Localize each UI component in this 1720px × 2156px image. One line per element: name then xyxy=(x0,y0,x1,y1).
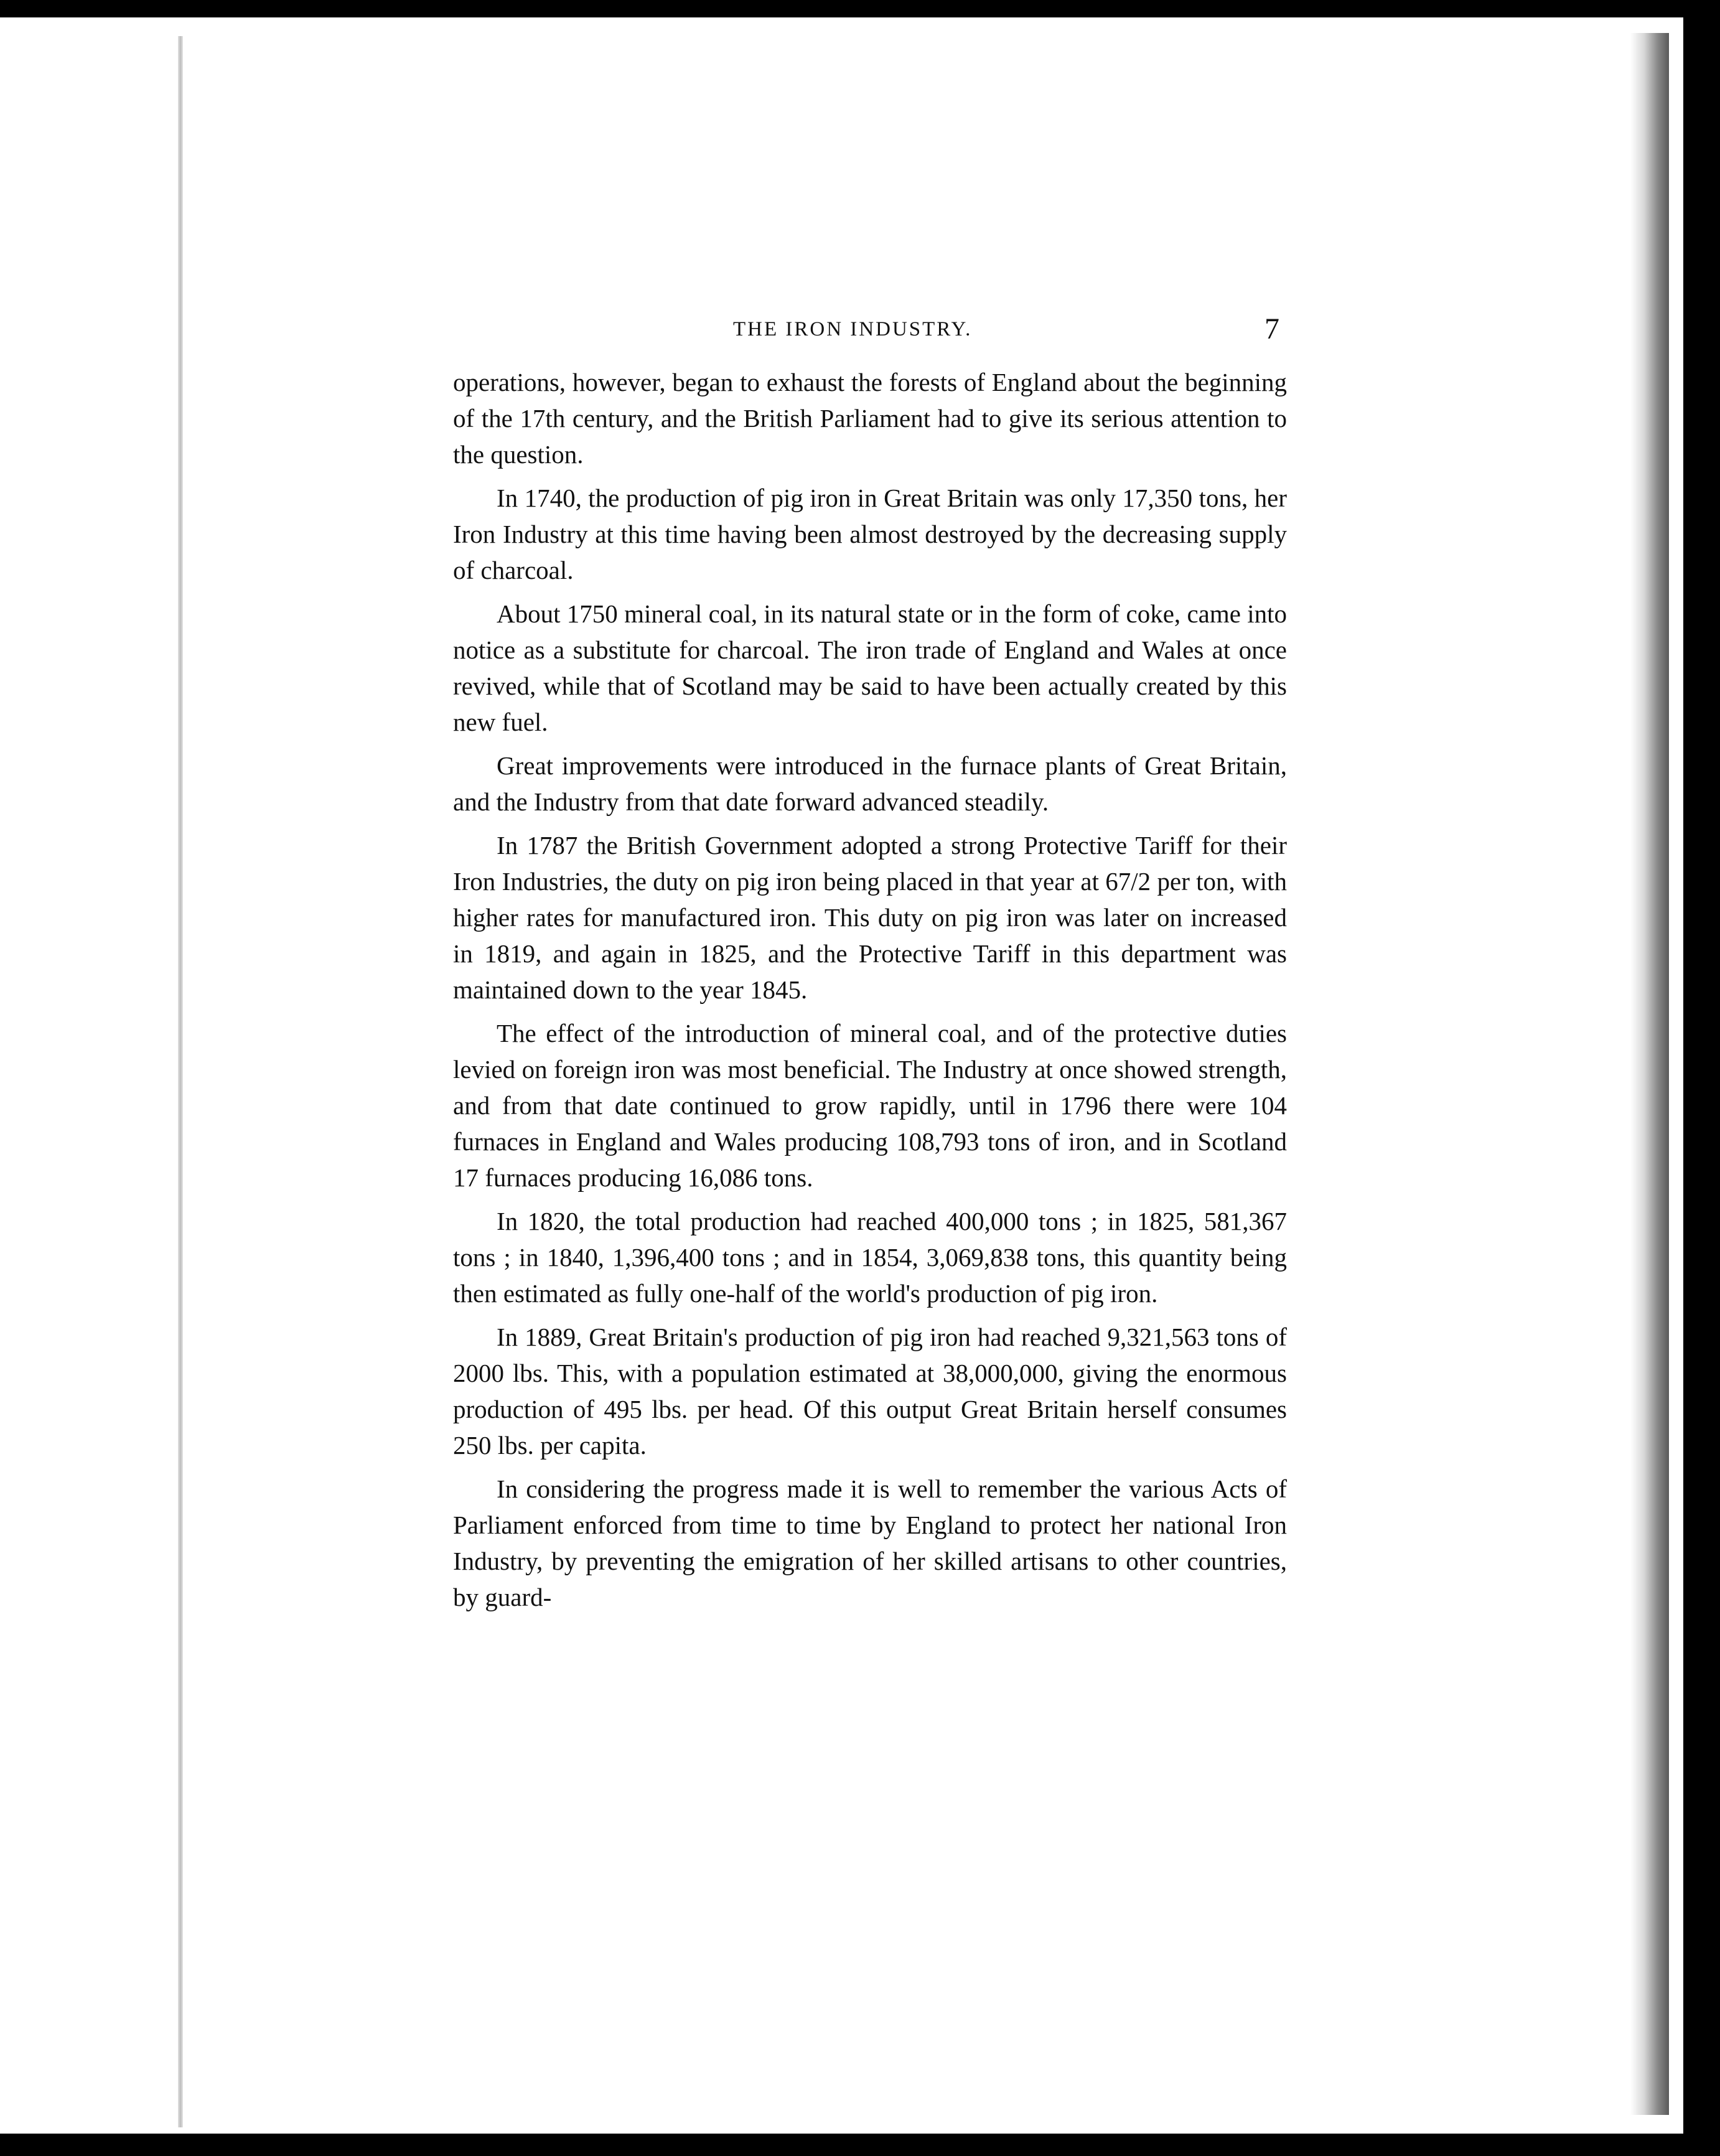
page-header xyxy=(453,314,1287,352)
body-text xyxy=(453,364,1287,1623)
paragraph: In 1787 the British Government adopted a strong Protective Tariff for their Iron Industries, the duty on pig iron being placed in that year at 67/2 per ton, with higher rates for manufactured iron. This duty on pig iron was later on increased in 1819, and again in 1825, and the Protective Tariff in this department was maintained down to the year 1845. xyxy=(453,831,1287,1004)
paragraph: In 1740, the production of pig iron in Great Britain was only 17,350 tons, her Iron Industry at this time having been almost destroyed by the decreasing supply of charcoal. xyxy=(453,484,1287,584)
paragraph: In 1889, Great Britain's production of pig iron had reached 9,321,563 tons of 2000 lbs. This, with a population estimated at 38,000,000, giving the enormous production of 495 lbs. per head. Of this output Great Britain herself consumes 250 lbs. per capita. xyxy=(453,1323,1287,1460)
paragraph: About 1750 mineral coal, in its natural state or in the form of coke, came into notice as a substitute for charcoal. The iron trade of England and Wales at once revived, while that of Scotland may be said to have been actually created by this new fuel. xyxy=(453,599,1287,736)
paragraph: operations, however, began to exhaust the forests of England about the beginning of the 17th century, and the British Parliament had to give its serious attention to the question. xyxy=(453,368,1287,469)
paragraph: In considering the progress made it is well to remember the various Acts of Parliament enforced from time to time by England to protect her national Iron Industry, by preventing the emigration of her skilled artisans to other countries, by guard- xyxy=(453,1474,1287,1611)
running-title: THE IRON INDUSTRY. xyxy=(733,318,973,340)
page-edge xyxy=(1630,33,1669,2115)
paragraph: In 1820, the total production had reached 400,000 tons ; in 1825, 581,367 tons ; in 1840, 1,396,400 tons ; and in 1854, 3,069,838 tons, this quantity being then estimated as fully one-half of the world's production of pig iron. xyxy=(453,1207,1287,1308)
paragraph: Great improvements were introduced in the furnace plants of Great Britain, and the Industry from that date forward advanced steadily. xyxy=(453,751,1287,816)
paragraph: The effect of the introduction of mineral coal, and of the protective duties levied on foreign iron was most beneficial. The Industry at once showed strength, and from that date continued to grow rapidly, until in 1796 there were 104 furnaces in England and Wales producing 108,793 tons of iron, and in Scotland 17 furnaces producing 16,086 tons. xyxy=(453,1019,1287,1192)
page-number: 7 xyxy=(1264,312,1279,345)
page-gutter xyxy=(178,36,183,2127)
